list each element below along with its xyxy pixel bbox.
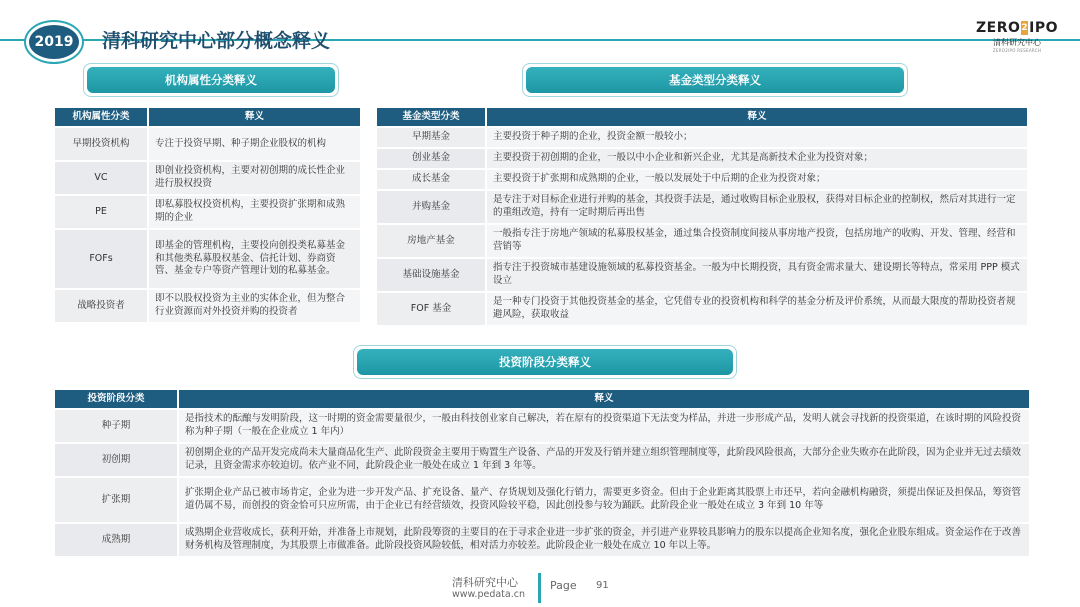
logo-wordmark: ZERO 2 IPO [975, 20, 1059, 36]
year-badge [26, 22, 82, 62]
definition-cell: 初创期企业的产品开发完成尚未大量商品化生产、此阶段资金主要用于购置生产设备、产品的开发及行销并建立组织管理制度等，此阶段风险很高，大部分企业失败亦在此阶段，因为企业并无过去绩效记录，且资金需求亦较迫切。依产业不同，此阶段企业一般处在成立 1 年到 3 年等。 [177, 444, 1029, 476]
table-row [55, 230, 360, 288]
category-cell: 早期投资机构 [55, 128, 147, 160]
category-cell: 创业基金 [377, 149, 485, 168]
footer-org: 清科研究中心 [452, 576, 518, 589]
table-row [377, 225, 1027, 257]
logo-cn: 清科研究中心 [993, 38, 1041, 47]
definition-cell: 成熟期企业营收成长，获利开始，并准备上市规划，此阶段筹资的主要目的在于寻求企业进一步扩张的资金，并引进产业界较具影响力的股东以提高企业知名度，强化企业股东组成。资金运作在于改善财务机构及管理制度，为其股票上市做准备。此阶段投资风险较低，相对活力亦较差。此阶段企业一般处在成立 10 年以上等。 [177, 524, 1029, 556]
table-row [55, 478, 1029, 522]
definition-cell: 是指技术的酝酿与发明阶段，这一时期的资金需要量很少，一般由科技创业家自己解决，若在原有的投资渠道下无法变为样品，并进一步形成产品，发明人就会寻找新的投资渠道，在该时期的风险投资称为种子期（一般在企业成立 1 年内） [177, 410, 1029, 442]
table-row [55, 162, 360, 194]
category-cell: VC [55, 162, 147, 194]
header-cell: 释义 [177, 390, 1029, 408]
table-row [377, 259, 1027, 291]
header-cell: 投资阶段分类 [55, 390, 177, 408]
category-cell: PE [55, 196, 147, 228]
year-text: 2019 [34, 34, 74, 50]
definition-cell: 即不以股权投资为主业的实体企业，但为整合行业资源而对外投资并购的投资者 [147, 290, 360, 322]
table-row [377, 128, 1027, 147]
table-row [55, 524, 1029, 556]
header-cell: 基金类型分类 [377, 108, 485, 126]
definition-cell: 即创业投资机构，主要对初创期的成长性企业进行股权投资 [147, 162, 360, 194]
category-cell: FOF 基金 [377, 293, 485, 325]
logo-en: ZERO2IPO RESEARCH [992, 48, 1042, 53]
definition-cell: 是一种专门投资于其他投资基金的基金，它凭借专业的投资机构和科学的基金分析及评价系统，从而最大限度的帮助投资者规避风险，获取收益 [485, 293, 1027, 325]
stage-banner: 投资阶段分类释义 [353, 345, 737, 379]
header-cell: 释义 [485, 108, 1027, 126]
definition-cell: 主要投资于初创期的企业，一般以中小企业和新兴企业，尤其是高新技术企业为投资对象； [485, 149, 1027, 168]
table-row [377, 170, 1027, 189]
category-cell: 种子期 [55, 410, 177, 442]
table-row [55, 128, 360, 160]
category-cell: 早期基金 [377, 128, 485, 147]
table-row [377, 191, 1027, 223]
definition-cell: 即基金的管理机构，主要投向创投类私募基金和其他类私募股权基金、信托计划、券商资管、基金专户等资产管理计划的私募基金。 [147, 230, 360, 288]
page-number: 91 [596, 580, 609, 591]
definition-cell: 主要投资于种子期的企业，投资金额一般较小； [485, 128, 1027, 147]
category-cell: 成长基金 [377, 170, 485, 189]
table-header-row [377, 108, 1027, 126]
table-row [55, 196, 360, 228]
table-header-row [55, 108, 360, 126]
footer [0, 570, 1080, 607]
category-cell: 初创期 [55, 444, 177, 476]
stage-table [55, 388, 1029, 558]
definition-cell: 即私募股权投资机构，主要投资扩张期和成熟期的企业 [147, 196, 360, 228]
definition-cell: 主要投资于扩张期和成熟期的企业，一般以发展处于中后期的企业为投资对象； [485, 170, 1027, 189]
header-cell: 释义 [147, 108, 360, 126]
definition-cell: 一般指专注于房地产领域的私募股权基金，通过集合投资制度间接从事房地产投资，包括房地产的收购、开发、管理、经营和营销等 [485, 225, 1027, 257]
footer-url: www.pedata.cn [452, 589, 525, 600]
category-cell: FOFs [55, 230, 147, 288]
page-title: 清科研究中心部分概念释义 [102, 30, 331, 52]
category-cell: 并购基金 [377, 191, 485, 223]
table-row [377, 149, 1027, 168]
institution-banner: 机构属性分类释义 [83, 63, 339, 97]
category-cell: 成熟期 [55, 524, 177, 556]
definition-cell: 指专注于投资城市基建设施领域的私募投资基金。一般为中长期投资，具有资金需求量大、建设期长等特点，常采用 PPP 模式设立 [485, 259, 1027, 291]
category-cell: 扩张期 [55, 478, 177, 522]
fund-table [377, 106, 1027, 327]
table-row [55, 290, 360, 322]
table-row [377, 293, 1027, 325]
definition-cell: 扩张期企业产品已被市场肯定，企业为进一步开发产品、扩充设备、量产、存货规划及强化行销力，需要更多资金。但由于企业距离其股票上市还早，若向金融机构融资，须提出保证及担保品，筹资管道仍属不易，而创投的资金恰可只应所需，由于企业已有经营绩效，投资风险较平稳，因此创投参与较为踊跃。此阶段企业一般处在成立 3 年到 10 年等 [177, 478, 1029, 522]
definition-cell: 是专注于对目标企业进行并购的基金，其投资手法是，通过收购目标企业股权，获得对目标企业的控制权，然后对其进行一定的重组改造，持有一定时期后再出售 [485, 191, 1027, 223]
definition-cell: 专注于投资早期、种子期企业股权的机构 [147, 128, 360, 160]
category-cell: 战略投资者 [55, 290, 147, 322]
logo [975, 20, 1059, 53]
category-cell: 房地产基金 [377, 225, 485, 257]
table-row [55, 410, 1029, 442]
footer-page-label: Page [550, 579, 577, 592]
header-cell: 机构属性分类 [55, 108, 147, 126]
category-cell: 基础设施基金 [377, 259, 485, 291]
footer-divider [538, 573, 541, 603]
table-header-row [55, 390, 1029, 408]
fund-banner: 基金类型分类释义 [522, 63, 908, 97]
institution-table [55, 106, 360, 324]
table-row [55, 444, 1029, 476]
